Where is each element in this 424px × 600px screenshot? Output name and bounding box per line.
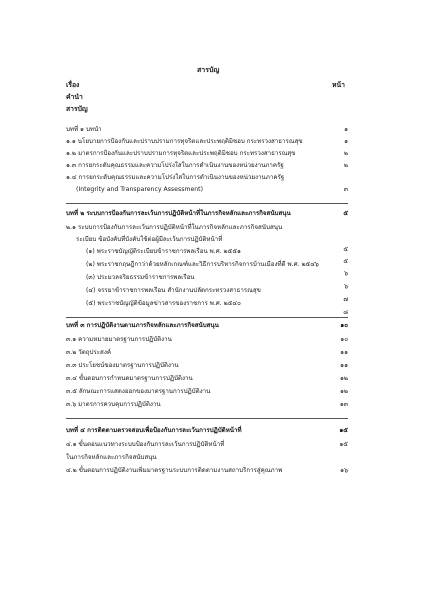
divider bbox=[66, 317, 348, 318]
ch4-heading-page: ๑๕ bbox=[339, 427, 348, 434]
front-contents: สารบัญ bbox=[66, 105, 88, 113]
toc-entry: ๑.๔ การยกระดับคุณธรรมและความโปร่งใสในการดำเนินงานของหน่วยงานภาครัฐ bbox=[66, 174, 285, 181]
toc-entry-page: ๑๖ bbox=[340, 467, 348, 474]
toc-entry-page: ๑๕ bbox=[339, 441, 348, 448]
ch3-heading: บทที่ ๓ การปฏิบัติงานตามภารกิจหลักและภารกิจสนับสนุน bbox=[66, 322, 219, 329]
toc-entry: ๒.๑ ระบบการป้องกันการละเว้นการปฏิบัติหน้าที่ในภารกิจหลักและภารกิจสนับสนุน bbox=[66, 224, 283, 231]
front-preface: คำนำ bbox=[66, 93, 83, 101]
toc-entry-page: ๗ bbox=[343, 296, 348, 303]
toc-entry-page: ๖ bbox=[344, 283, 348, 290]
toc-entry-page: ๘ bbox=[343, 309, 348, 316]
toc-entry-page: ๑๒ bbox=[339, 375, 348, 382]
divider bbox=[66, 203, 348, 204]
toc-title: สารบัญ bbox=[197, 66, 220, 74]
ch2-heading: บทที่ ๒ ระบบการป้องกันการละเว้นการปฏิบัติหน้าที่ในภารกิจหลักและภารกิจสนับสนุน bbox=[66, 210, 291, 217]
toc-entry-page: ๕ bbox=[343, 246, 348, 253]
divider bbox=[66, 418, 348, 419]
column-page: หน้า bbox=[332, 81, 345, 89]
toc-entry: ๓.๓ ประโยชน์ของมาตรฐานการปฏิบัติงาน bbox=[66, 362, 179, 369]
toc-entry-page: ๒ bbox=[343, 150, 348, 157]
toc-entry: ระเบียบ ข้อบังคับที่บังคับใช้ต่อผู้มีละเว้นการปฏิบัติหน้าที่ bbox=[76, 236, 223, 243]
toc-entry: (๔) จรรยาข้าราชการพลเรือน สำนักงานปลัดกระทรวงสาธารณสุข bbox=[86, 287, 261, 294]
toc-entry: ๓.๔ ขั้นตอนการกำหนดมาตรฐานการปฏิบัติงาน bbox=[66, 375, 193, 382]
ch1-heading-page: ๑ bbox=[344, 126, 348, 133]
ch4-heading: บทที่ ๔ การติดตามตรวจสอบเพื่อป้องกันการละเว้นการปฏิบัติหน้าที่ bbox=[66, 427, 242, 434]
toc-entry: (๕) พระราชบัญญัติข้อมูลข่าวสารของราชการ พ.ศ. ๒๕๔๐ bbox=[86, 300, 241, 307]
ch3-heading-page: ๑๐ bbox=[340, 322, 348, 329]
toc-entry: ๓.๑ ความหมายมาตรฐานการปฏิบัติงาน bbox=[66, 336, 172, 343]
toc-entry-page: ๖ bbox=[344, 270, 348, 277]
toc-entry: ๑.๒ มาตรการป้องกันและปราบปรามการทุจริตและประพฤติมิชอบ กระทรวงสาธารณสุข bbox=[66, 150, 296, 157]
toc-entry: (๒) พระราชกฤษฎีกาว่าด้วยหลักเกณฑ์และวิธีการบริหารกิจการบ้านเมืองที่ดี พ.ศ. ๒๕๔๖ bbox=[86, 261, 319, 268]
toc-entry: ๑.๑ นโยบายการป้องกันและปราบปรามการทุจริตและประพฤติมิชอบ กระทรวงสาธารณสุข bbox=[66, 138, 303, 145]
toc-entry: (Integrity and Transparency Assessment) bbox=[76, 186, 204, 193]
toc-entry: ๑.๓ การยกระดับคุณธรรมและความโปร่งใสในการดำเนินงานของหน่วยงานภาครัฐ bbox=[66, 162, 284, 169]
toc-entry-page: ๓ bbox=[343, 186, 348, 193]
toc-entry-page: ๒ bbox=[343, 162, 348, 169]
toc-entry: ๔.๒ ขั้นตอนการปฏิบัติงานเพิ่มมาตรฐานระบบการติดตามงานสถาบริการสู่คุณภาพ bbox=[66, 467, 283, 474]
toc-entry-page: ๑๒ bbox=[339, 388, 348, 395]
toc-entry: ๓.๒ วัตถุประสงค์ bbox=[66, 349, 111, 356]
toc-entry-page: ๑๐ bbox=[340, 336, 348, 343]
toc-entry: (๓) ประมวลจริยธรรมข้าราชการพลเรือน bbox=[86, 274, 195, 281]
column-subject: เรื่อง bbox=[66, 81, 80, 89]
toc-entry: ๔.๑ ขั้นตอนแนวทางระบบป้องกันการละเว้นการปฏิบัติหน้าที่ bbox=[66, 441, 225, 448]
toc-entry: ๓.๖ มาตรการควบคุมการปฏิบัติงาน bbox=[66, 401, 161, 408]
toc-entry-page: ๕ bbox=[343, 258, 348, 265]
ch2-heading-page: ๕ bbox=[343, 210, 348, 217]
toc-entry-page: ๑๑ bbox=[340, 349, 348, 356]
toc-entry-page: ๑๓ bbox=[339, 401, 348, 408]
toc-entry: ๓.๕ ลักษณะการแสดงออกของมาตรฐานการปฏิบัติงาน bbox=[66, 388, 211, 395]
toc-entry: (๑) พระราชบัญญัติระเบียบข้าราชการพลเรือน พ.ศ. ๒๕๕๑ bbox=[86, 248, 241, 255]
toc-entry: ในภารกิจหลักและภารกิจสนับสนุน bbox=[66, 454, 157, 461]
toc-entry-page: ๑ bbox=[344, 138, 348, 145]
toc-entry-page: ๑๑ bbox=[340, 362, 348, 369]
ch1-heading: บทที่ ๑ บทนำ bbox=[66, 126, 102, 133]
